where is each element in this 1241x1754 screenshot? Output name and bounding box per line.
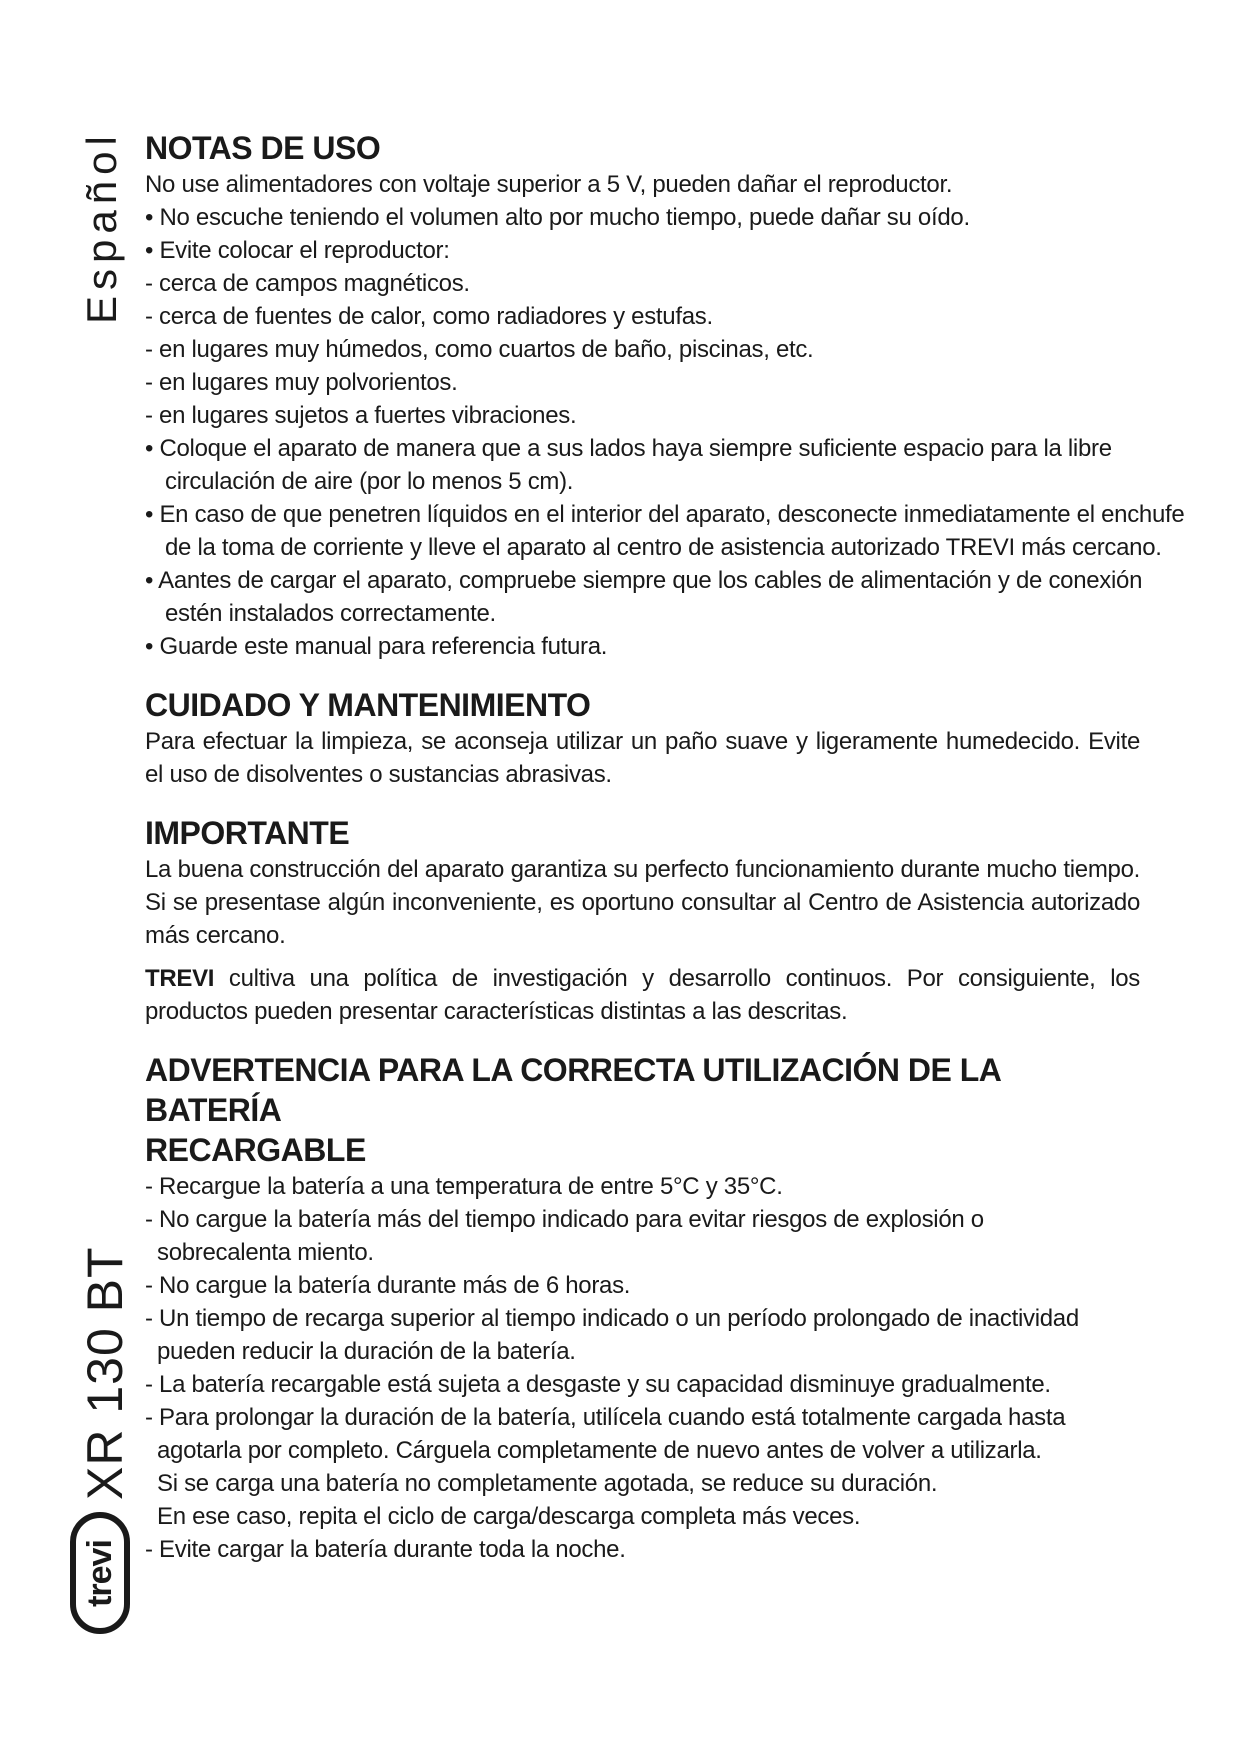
- dash-continuation: sobrecalenta miento.: [157, 1239, 374, 1266]
- bullet-item: • Aantes de cargar el aparato, compruebe siempre que los cables de alimentación y de conexión: [145, 567, 1143, 594]
- trevi-logo-text: trevi: [80, 1539, 119, 1607]
- dash-item: - cerca de campos magnéticos.: [145, 270, 470, 297]
- dash-continuation: En ese caso, repita el ciclo de carga/descarga completa más veces.: [157, 1503, 861, 1530]
- dash-continuation: Si se carga una batería no completamente agotada, se reduce su duración.: [157, 1470, 938, 1497]
- paragraph: Para efectuar la limpieza, se aconseja utilizar un paño suave y ligeramente humedecido. Evite el uso de disolventes o sustancias abrasivas.: [145, 728, 1140, 788]
- section-title: CUIDADO Y MANTENIMIENTO: [145, 687, 591, 723]
- bullet-item: • En caso de que penetren líquidos en el interior del aparato, desconecte inmediatamente el enchufe: [145, 501, 1185, 528]
- dash-item: - Para prolongar la duración de la batería, utilícela cuando está totalmente cargada hasta: [145, 1404, 1066, 1431]
- language-label: Español: [78, 130, 125, 324]
- dash-item: - No cargue la batería más del tiempo indicado para evitar riesgos de explosión o: [145, 1206, 984, 1233]
- dash-item: - No cargue la batería durante más de 6 horas.: [145, 1272, 631, 1299]
- bullet-item: • Evite colocar el reproductor:: [145, 237, 450, 264]
- text-line: No use alimentadores con voltaje superior a 5 V, pueden dañar el reproductor.: [145, 171, 953, 198]
- paragraph-text: cultiva una política de investigación y desarrollo continuos. Por consiguiente, los productos pueden presentar características distintas a las descritas.: [145, 965, 1140, 1025]
- dash-item: - en lugares sujetos a fuertes vibraciones.: [145, 402, 577, 429]
- brand-name: TREVI: [145, 965, 215, 992]
- dash-item: - Recargue la batería a una temperatura de entre 5°C y 35°C.: [145, 1173, 783, 1200]
- section-title: IMPORTANTE: [145, 815, 350, 851]
- bullet-item: • No escuche teniendo el volumen alto por mucho tiempo, puede dañar su oído.: [145, 204, 970, 231]
- section-notas-de-uso: [145, 128, 1185, 663]
- paragraph: [145, 962, 1140, 1028]
- section-bateria: [145, 1050, 1140, 1566]
- dash-item: - en lugares muy húmedos, como cuartos de baño, piscinas, etc.: [145, 336, 814, 363]
- section-title: NOTAS DE USO: [145, 130, 381, 166]
- main-content: [145, 128, 1185, 1566]
- dash-item: - La batería recargable está sujeta a desgaste y su capacidad disminuye gradualmente.: [145, 1371, 1051, 1398]
- dash-item: - Evite cargar la batería durante toda la noche.: [145, 1536, 626, 1563]
- dash-continuation: agotarla por completo. Cárguela completamente de nuevo antes de volver a utilizarla.: [157, 1437, 1042, 1464]
- bullet-continuation: estén instalados correctamente.: [165, 600, 496, 627]
- section-cuidado: [145, 685, 1140, 791]
- dash-item: - cerca de fuentes de calor, como radiadores y estufas.: [145, 303, 713, 330]
- bullet-item: • Guarde este manual para referencia futura.: [145, 633, 608, 660]
- dash-item: - Un tiempo de recarga superior al tiempo indicado o un período prolongado de inactividad: [145, 1305, 1079, 1332]
- bullet-item: • Coloque el aparato de manera que a sus lados haya siempre suficiente espacio para la libre: [145, 435, 1112, 462]
- trevi-logo: [70, 1512, 130, 1634]
- section-title-continuation: RECARGABLE: [145, 1132, 366, 1168]
- bullet-continuation: circulación de aire (por lo menos 5 cm).: [165, 468, 574, 495]
- dash-continuation: pueden reducir la duración de la batería.: [157, 1338, 576, 1365]
- bullet-continuation: de la toma de corriente y lleve el aparato al centro de asistencia autorizado TREVI más cercano.: [165, 534, 1162, 561]
- paragraph: La buena construcción del aparato garantiza su perfecto funcionamiento durante mucho tiempo. Si se presentase algún inconveniente, es oportuno consultar al Centro de Asistencia autorizado más cercano.: [145, 856, 1140, 949]
- section-importante: [145, 813, 1140, 1028]
- model-label: XR 130 BT: [77, 1246, 133, 1500]
- dash-item: - en lugares muy polvorientos.: [145, 369, 458, 396]
- section-title: ADVERTENCIA PARA LA CORRECTA UTILIZACIÓN DE LA BATERÍA: [145, 1052, 1001, 1128]
